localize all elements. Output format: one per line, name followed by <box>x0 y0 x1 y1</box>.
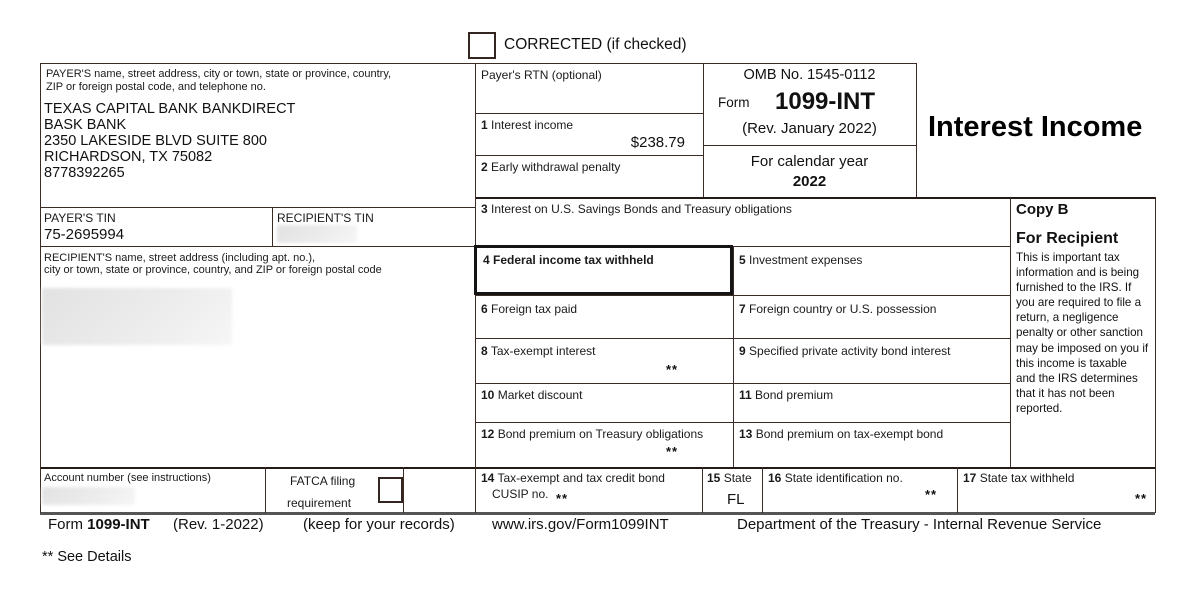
box3-label: 3 Interest on U.S. Savings Bonds and Treasury obligations <box>481 202 792 216</box>
copy-b-body: This is important tax information and is being furnished to the IRS. If you are required to file a return, a negligence penalty or other sanction may be imposed on you if this income is taxable and the IRS determines that it has not been reported. <box>1016 251 1149 415</box>
divider <box>475 197 1155 199</box>
redacted-recipient-tin <box>277 225 357 243</box>
form-title: Interest Income <box>928 111 1143 143</box>
box4-label: 4 Federal income tax withheld <box>483 253 654 267</box>
footer-revision: (Rev. 1-2022) <box>173 516 264 533</box>
payer-city: RICHARDSON, TX 75082 <box>44 149 213 165</box>
footer-keep-note: (keep for your records) <box>303 516 455 533</box>
divider <box>403 467 404 513</box>
divider <box>475 155 703 156</box>
box11-label: 11 Bond premium <box>739 388 834 402</box>
box14-value: ** <box>556 491 569 506</box>
box8-value: ** <box>666 362 679 377</box>
divider <box>702 467 703 513</box>
rtn-label: Payer's RTN (optional) <box>481 68 602 82</box>
box17-label: 17 State tax withheld <box>963 471 1075 485</box>
box13-label: 13 Bond premium on tax-exempt bond <box>739 427 944 441</box>
payer-street: 2350 LAKESIDE BLVD SUITE 800 <box>44 133 267 149</box>
payer-phone: 8778392265 <box>44 165 125 181</box>
box9-label: 9 Specified private activity bond interest <box>739 344 951 358</box>
box8-label: 8 Tax-exempt interest <box>481 344 596 358</box>
form-revision: (Rev. January 2022) <box>742 120 877 137</box>
corrected-label: CORRECTED (if checked) <box>504 36 687 53</box>
payer-tin-label: PAYER'S TIN <box>44 211 116 225</box>
box15-value: FL <box>727 491 745 508</box>
divider <box>40 467 1155 469</box>
corrected-checkbox[interactable] <box>468 32 496 59</box>
divider <box>40 207 475 208</box>
divider <box>1010 197 1011 467</box>
box1-label: 1 Interest income <box>481 118 574 132</box>
box12-label: 12 Bond premium on Treasury obligations <box>481 427 704 441</box>
box12-value: ** <box>666 444 679 459</box>
divider <box>40 63 41 513</box>
divider <box>762 467 763 513</box>
box7-label: 7 Foreign country or U.S. possession <box>739 302 937 316</box>
box10-label: 10 Market discount <box>481 388 583 402</box>
payer-label-line2: ZIP or foreign postal code, and telephone no. <box>46 81 266 93</box>
redacted-account-number <box>42 487 135 505</box>
fatca-label-line2: requirement <box>287 496 352 510</box>
divider <box>475 383 1010 384</box>
divider <box>475 295 1010 296</box>
divider <box>475 338 1010 339</box>
payer-tin-value: 75-2695994 <box>44 226 125 243</box>
box1-value: $238.79 <box>630 134 685 151</box>
redacted-recipient-name <box>42 288 232 345</box>
payer-name: TEXAS CAPITAL BANK BANKDIRECT <box>44 101 296 117</box>
box15-label: 15 State <box>707 471 752 485</box>
see-details-note: ** See Details <box>42 549 132 565</box>
divider <box>957 467 958 513</box>
calendar-year-label: For calendar year <box>750 153 869 170</box>
box14-label2: CUSIP no. <box>492 487 549 501</box>
recipient-tin-label: RECIPIENT'S TIN <box>277 211 374 225</box>
form-bottom-rule <box>40 512 1155 515</box>
copy-b-heading: Copy B <box>1016 201 1069 218</box>
recipient-label-line1: RECIPIENT'S name, street address (including apt. no.), <box>44 252 316 264</box>
box16-label: 16 State identification no. <box>768 471 903 485</box>
footer-department: Department of the Treasury - Internal Revenue Service <box>737 516 1102 533</box>
payer-name2: BASK BANK <box>44 117 127 133</box>
divider <box>733 246 734 467</box>
footer-url: www.irs.gov/Form1099INT <box>492 516 669 533</box>
box14-label: 14 Tax-exempt and tax credit bond <box>481 471 665 485</box>
omb-number: OMB No. 1545-0112 <box>743 67 876 83</box>
box6-label: 6 Foreign tax paid <box>481 302 578 316</box>
divider <box>703 145 916 146</box>
form-number: 1099-INT <box>775 88 876 115</box>
box16-value: ** <box>925 487 938 502</box>
payer-label-line1: PAYER'S name, street address, city or town, state or province, country, <box>46 68 392 80</box>
footer-form: Form 1099-INT <box>48 516 150 533</box>
divider <box>265 467 266 513</box>
divider <box>475 422 1010 423</box>
divider <box>40 63 916 64</box>
divider <box>272 207 273 246</box>
calendar-year: 2022 <box>792 173 827 190</box>
copy-b-subheading: For Recipient <box>1016 230 1119 247</box>
form-word: Form <box>718 95 750 110</box>
divider <box>916 63 917 197</box>
account-number-label: Account number (see instructions) <box>44 472 211 484</box>
divider <box>1155 197 1156 513</box>
box17-value: ** <box>1135 491 1148 506</box>
box2-label: 2 Early withdrawal penalty <box>481 160 621 174</box>
recipient-label-line2: city or town, state or province, country, and ZIP or foreign postal code <box>44 264 382 276</box>
fatca-label-line1: FATCA filing <box>290 474 356 488</box>
box5-label: 5 Investment expenses <box>739 253 863 267</box>
fatca-checkbox[interactable] <box>378 477 403 503</box>
divider <box>475 113 703 114</box>
